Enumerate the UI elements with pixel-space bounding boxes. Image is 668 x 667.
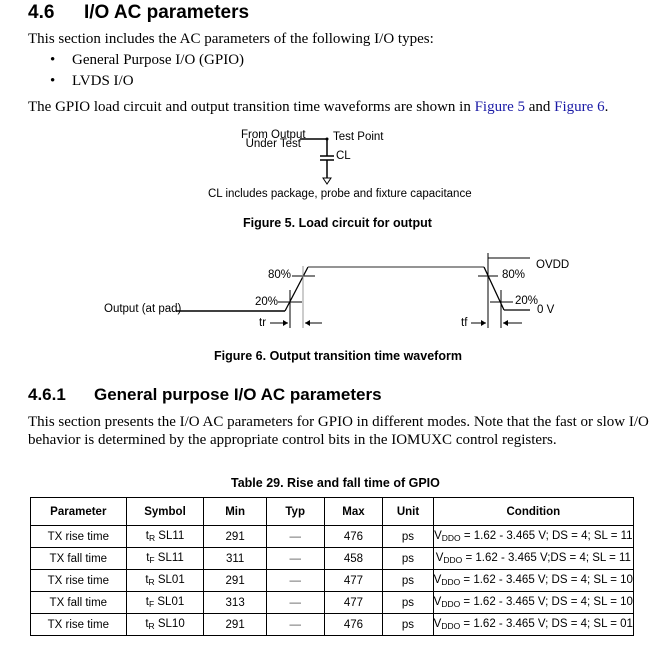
symbol-base: t — [146, 552, 150, 564]
cell-typ: — — [266, 548, 324, 570]
cell-unit: ps — [383, 526, 433, 548]
symbol-subscript: R — [148, 621, 155, 631]
cell-symbol — [126, 592, 204, 614]
label-output-at-pad: Output (at pad) — [104, 303, 182, 315]
label-ovdd: OVDD — [536, 259, 570, 271]
figure-5-caption: Figure 5. Load circuit for output — [243, 216, 432, 230]
paragraph-text: . — [604, 99, 609, 115]
paragraph-text: The GPIO load circuit and output transition time waveforms are shown in — [28, 99, 475, 115]
gpio-rise-fall-table — [30, 497, 634, 636]
cell-unit: ps — [383, 614, 433, 636]
table-row — [31, 592, 634, 614]
figure-5-link[interactable]: Figure 5 — [474, 99, 525, 115]
condition-subscript: DDO — [441, 599, 461, 609]
condition-suffix: = 1.62 - 3.465 V; DS = 4; SL = 11 — [460, 530, 633, 542]
symbol-base: t — [145, 574, 149, 586]
condition-subscript: DDO — [443, 555, 463, 565]
symbol-subscript: F — [149, 555, 155, 565]
condition-suffix: = 1.62 - 3.465 V; DS = 4; SL = 10 — [460, 596, 633, 608]
cell-parameter: TX fall time — [31, 592, 127, 614]
label-tf: tf — [461, 317, 468, 329]
label-from-output — [241, 131, 306, 149]
condition-suffix: = 1.62 - 3.465 V; DS = 4; SL = 10 — [460, 574, 633, 586]
bullet-text: LVDS I/O — [72, 73, 134, 89]
symbol-suffix: SL01 — [154, 596, 185, 608]
symbol-base: t — [145, 618, 149, 630]
condition-suffix: = 1.62 - 3.465 V;DS = 4; SL = 11 — [462, 552, 631, 564]
condition-base: V — [435, 552, 444, 564]
label-20-percent-right: 20% — [515, 295, 539, 307]
cell-min: 291 — [204, 570, 266, 592]
subsection-paragraph-line2: behavior is determined by the appropriate control bits in the IOMUXC control registers. — [28, 432, 557, 448]
cell-condition — [433, 614, 633, 636]
label-80-percent-right: 80% — [502, 269, 526, 281]
cell-min: 291 — [204, 526, 266, 548]
table-row — [31, 570, 634, 592]
header-condition: Condition — [433, 498, 633, 526]
symbol-suffix: SL11 — [154, 552, 184, 564]
cell-max: 458 — [324, 548, 383, 570]
cell-symbol — [126, 548, 204, 570]
cell-symbol — [126, 614, 204, 636]
header-typ: Typ — [266, 498, 324, 526]
symbol-suffix: SL11 — [155, 530, 185, 542]
cell-parameter: TX rise time — [31, 614, 127, 636]
cell-condition — [433, 548, 633, 570]
header-unit: Unit — [383, 498, 433, 526]
cell-max: 476 — [324, 526, 383, 548]
paragraph-text: and — [525, 99, 555, 115]
bullet-icon: • — [50, 52, 56, 68]
condition-base: V — [433, 618, 442, 630]
cell-symbol — [126, 570, 204, 592]
load-circuit-note: CL includes package, probe and fixture capacitance — [208, 188, 472, 200]
subsection-title: General purpose I/O AC parameters — [94, 385, 382, 404]
subsection-number: 4.6.1 — [28, 385, 66, 404]
label-80-percent-left: 80% — [268, 269, 292, 281]
header-min: Min — [204, 498, 266, 526]
label-test-point: Test Point — [333, 131, 384, 143]
symbol-subscript: R — [148, 533, 156, 543]
symbol-subscript: R — [148, 577, 155, 587]
load-circuit-diagram — [0, 0, 668, 240]
cell-typ: — — [266, 614, 324, 636]
table-row — [31, 548, 634, 570]
figure-5-load-circuit — [0, 0, 668, 240]
cell-max: 477 — [324, 570, 383, 592]
condition-base: V — [433, 574, 442, 586]
label-from-output-line2: Under Test — [245, 138, 301, 150]
bullet-text: General Purpose I/O (GPIO) — [72, 52, 245, 68]
condition-subscript: DDO — [441, 577, 461, 587]
label-cl: CL — [336, 150, 351, 162]
cell-parameter: TX fall time — [31, 548, 127, 570]
label-tr: tr — [259, 317, 267, 329]
cell-min: 291 — [204, 614, 266, 636]
section-title: I/O AC parameters — [84, 2, 250, 23]
header-symbol: Symbol — [126, 498, 204, 526]
cell-unit: ps — [383, 548, 433, 570]
cell-unit: ps — [383, 570, 433, 592]
table-row — [31, 614, 634, 636]
symbol-base: t — [145, 596, 149, 608]
cell-max: 476 — [324, 614, 383, 636]
condition-suffix: = 1.62 - 3.465 V; DS = 4; SL = 01 — [460, 618, 633, 630]
header-max: Max — [324, 498, 383, 526]
symbol-suffix: SL10 — [154, 618, 185, 630]
figure-6-waveform — [0, 240, 668, 370]
cell-min: 311 — [204, 548, 266, 570]
table-caption: Table 29. Rise and fall time of GPIO — [231, 476, 440, 490]
section-intro: This section includes the AC parameters of the following I/O types: — [28, 31, 434, 47]
section-number: 4.6 — [28, 2, 55, 23]
label-from-output-line1: From Output — [241, 129, 306, 141]
cell-typ: — — [266, 592, 324, 614]
symbol-subscript: F — [148, 599, 155, 609]
subsection-paragraph-line1: This section presents the I/O AC parameters for GPIO in different modes. Note that the fast or slow I/O — [28, 414, 649, 430]
table-row — [31, 526, 634, 548]
cell-min: 313 — [204, 592, 266, 614]
cell-symbol — [126, 526, 204, 548]
figure-6-caption: Figure 6. Output transition time waveform — [214, 349, 462, 363]
cell-condition — [433, 526, 633, 548]
cell-parameter: TX rise time — [31, 526, 127, 548]
condition-base: V — [433, 596, 442, 608]
cell-typ: — — [266, 570, 324, 592]
cell-condition — [433, 570, 633, 592]
condition-base: V — [434, 530, 442, 542]
label-20-percent-left: 20% — [255, 296, 279, 308]
label-0v: 0 V — [537, 304, 555, 316]
symbol-base: t — [145, 530, 149, 542]
bullet-icon: • — [50, 73, 56, 89]
condition-subscript: DDO — [441, 621, 461, 631]
cell-typ: — — [266, 526, 324, 548]
table-header-row — [31, 498, 634, 526]
header-parameter: Parameter — [31, 498, 127, 526]
cell-unit: ps — [383, 592, 433, 614]
cell-condition — [433, 592, 633, 614]
cell-max: 477 — [324, 592, 383, 614]
cell-parameter: TX rise time — [31, 570, 127, 592]
condition-subscript: DDO — [441, 533, 461, 543]
figure-6-link[interactable]: Figure 6 — [554, 99, 605, 115]
symbol-suffix: SL01 — [154, 574, 185, 586]
